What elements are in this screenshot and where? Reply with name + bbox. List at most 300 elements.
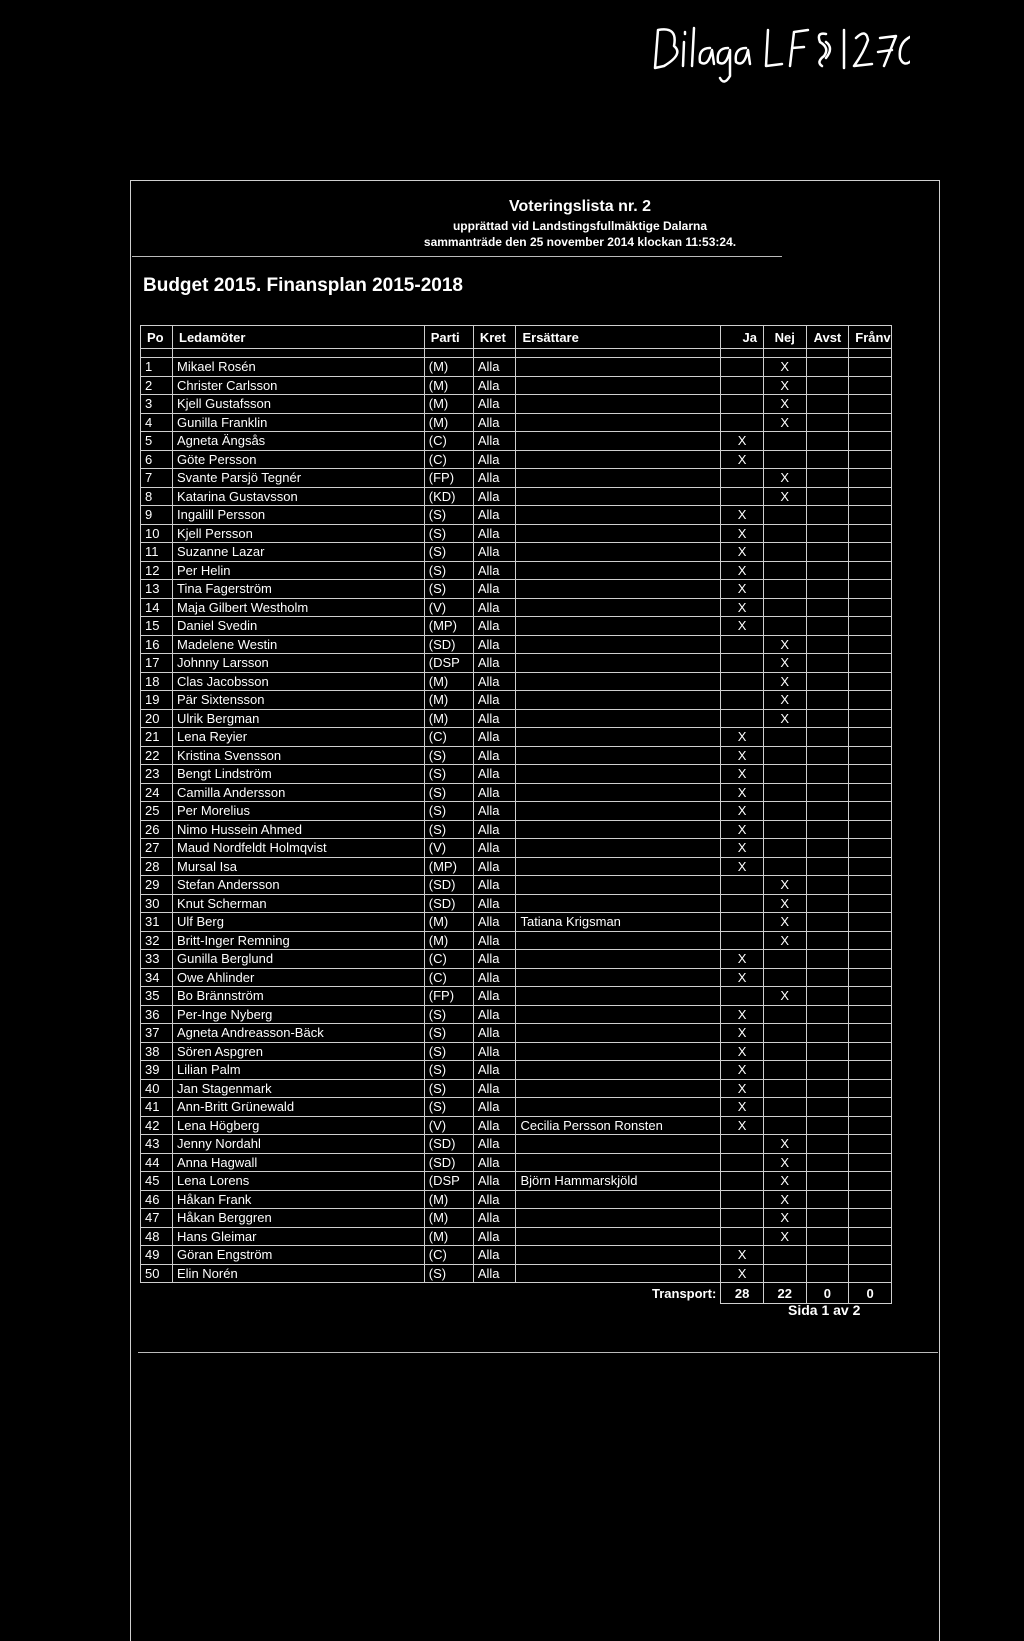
cell-kret: Alla [473, 839, 516, 858]
cell-franv [849, 765, 892, 784]
cell-avst [806, 820, 849, 839]
cell-ja [721, 931, 764, 950]
cell-ja [721, 654, 764, 673]
cell-nej [763, 598, 806, 617]
cell-kret: Alla [473, 469, 516, 488]
table-row [141, 376, 892, 395]
cell-ersattare: Björn Hammarskjöld [516, 1172, 721, 1191]
cell-parti: (M) [424, 413, 473, 432]
cell-avst [806, 1172, 849, 1191]
cell-kret: Alla [473, 1061, 516, 1080]
cell-parti: (M) [424, 691, 473, 710]
cell-ersattare [516, 450, 721, 469]
table-row [141, 894, 892, 913]
cell-ersattare [516, 1209, 721, 1228]
cell-ja: X [721, 1246, 764, 1265]
cell-po: 47 [141, 1209, 173, 1228]
cell-kret: Alla [473, 506, 516, 525]
cell-franv [849, 894, 892, 913]
cell-po: 28 [141, 857, 173, 876]
cell-ja [721, 376, 764, 395]
cell-po: 45 [141, 1172, 173, 1191]
cell-ja: X [721, 746, 764, 765]
cell-avst [806, 1079, 849, 1098]
cell-franv [849, 950, 892, 969]
heading-divider [132, 256, 782, 257]
cell-ersattare [516, 635, 721, 654]
cell-ersattare [516, 506, 721, 525]
cell-ja: X [721, 1116, 764, 1135]
cell-ledamot: Gunilla Franklin [173, 413, 425, 432]
cell-kret: Alla [473, 987, 516, 1006]
cell-nej [763, 1116, 806, 1135]
cell-nej: X [763, 1209, 806, 1228]
cell-po: 16 [141, 635, 173, 654]
cell-avst [806, 1209, 849, 1228]
cell-nej: X [763, 1135, 806, 1154]
col-header-nej: Nej [763, 326, 806, 349]
cell-kret: Alla [473, 1246, 516, 1265]
cell-ledamot: Ingalill Persson [173, 506, 425, 525]
col-header-ja: Ja [721, 326, 764, 349]
cell-parti: (V) [424, 598, 473, 617]
cell-avst [806, 1190, 849, 1209]
cell-ja: X [721, 580, 764, 599]
cell-kret: Alla [473, 728, 516, 747]
cell-nej: X [763, 931, 806, 950]
cell-franv [849, 876, 892, 895]
table-row [141, 876, 892, 895]
cell-ersattare [516, 746, 721, 765]
cell-avst [806, 413, 849, 432]
cell-parti: (S) [424, 746, 473, 765]
cell-ledamot: Kristina Svensson [173, 746, 425, 765]
cell-po: 50 [141, 1264, 173, 1283]
cell-franv [849, 746, 892, 765]
cell-ja [721, 1135, 764, 1154]
cell-nej [763, 580, 806, 599]
cell-kret: Alla [473, 617, 516, 636]
cell-franv [849, 931, 892, 950]
cell-ledamot: Lena Reyier [173, 728, 425, 747]
cell-ja: X [721, 432, 764, 451]
cell-nej: X [763, 358, 806, 377]
cell-ledamot: Göran Engström [173, 1246, 425, 1265]
cell-ersattare [516, 1246, 721, 1265]
cell-kret: Alla [473, 1024, 516, 1043]
cell-ja: X [721, 802, 764, 821]
table-row [141, 1061, 892, 1080]
cell-franv [849, 1061, 892, 1080]
cell-franv [849, 1246, 892, 1265]
cell-nej: X [763, 1153, 806, 1172]
cell-parti: (MP) [424, 617, 473, 636]
cell-parti: (S) [424, 1098, 473, 1117]
cell-ersattare [516, 968, 721, 987]
table-row [141, 598, 892, 617]
cell-nej: X [763, 654, 806, 673]
cell-avst [806, 654, 849, 673]
cell-ersattare [516, 580, 721, 599]
cell-po: 23 [141, 765, 173, 784]
cell-po: 8 [141, 487, 173, 506]
cell-ja [721, 487, 764, 506]
cell-franv [849, 1209, 892, 1228]
cell-parti: (SD) [424, 1153, 473, 1172]
cell-ersattare [516, 931, 721, 950]
cell-franv [849, 1227, 892, 1246]
cell-ledamot: Mursal Isa [173, 857, 425, 876]
cell-kret: Alla [473, 450, 516, 469]
cell-ersattare [516, 561, 721, 580]
cell-ersattare [516, 598, 721, 617]
cell-nej: X [763, 376, 806, 395]
cell-kret: Alla [473, 580, 516, 599]
cell-franv [849, 839, 892, 858]
cell-franv [849, 487, 892, 506]
cell-nej: X [763, 469, 806, 488]
cell-avst [806, 561, 849, 580]
cell-kret: Alla [473, 672, 516, 691]
cell-kret: Alla [473, 802, 516, 821]
cell-franv [849, 1024, 892, 1043]
cell-avst [806, 395, 849, 414]
cell-ledamot: Britt-Inger Remning [173, 931, 425, 950]
cell-ledamot: Gunilla Berglund [173, 950, 425, 969]
cell-po: 35 [141, 987, 173, 1006]
cell-avst [806, 358, 849, 377]
cell-franv [849, 1172, 892, 1191]
table-row [141, 950, 892, 969]
cell-ledamot: Pär Sixtensson [173, 691, 425, 710]
cell-po: 4 [141, 413, 173, 432]
document-heading [380, 198, 780, 250]
cell-ledamot: Sören Aspgren [173, 1042, 425, 1061]
cell-po: 14 [141, 598, 173, 617]
transport-row [141, 1283, 892, 1304]
cell-avst [806, 968, 849, 987]
cell-po: 48 [141, 1227, 173, 1246]
cell-ja: X [721, 1079, 764, 1098]
cell-po: 39 [141, 1061, 173, 1080]
cell-franv [849, 1135, 892, 1154]
cell-avst [806, 543, 849, 562]
cell-po: 7 [141, 469, 173, 488]
col-header-franv: Frånv [849, 326, 892, 349]
table-row [141, 580, 892, 599]
table-row [141, 1098, 892, 1117]
cell-franv [849, 580, 892, 599]
cell-ersattare [516, 1153, 721, 1172]
transport-franv: 0 [849, 1283, 892, 1304]
cell-parti: (S) [424, 1005, 473, 1024]
cell-parti: (FP) [424, 469, 473, 488]
cell-po: 24 [141, 783, 173, 802]
cell-avst [806, 987, 849, 1006]
cell-avst [806, 1042, 849, 1061]
table-row [141, 765, 892, 784]
cell-nej: X [763, 691, 806, 710]
cell-nej: X [763, 413, 806, 432]
table-row [141, 413, 892, 432]
cell-ledamot: Ulrik Bergman [173, 709, 425, 728]
cell-kret: Alla [473, 1190, 516, 1209]
cell-kret: Alla [473, 1135, 516, 1154]
cell-parti: (KD) [424, 487, 473, 506]
cell-avst [806, 450, 849, 469]
cell-parti: (S) [424, 543, 473, 562]
cell-po: 29 [141, 876, 173, 895]
cell-franv [849, 1042, 892, 1061]
cell-ersattare [516, 876, 721, 895]
cell-nej: X [763, 635, 806, 654]
cell-ersattare [516, 487, 721, 506]
cell-ledamot: Christer Carlsson [173, 376, 425, 395]
table-row [141, 1042, 892, 1061]
list-title: Voteringslista nr. 2 [509, 198, 651, 215]
spacer-row [141, 349, 892, 358]
cell-ersattare [516, 857, 721, 876]
cell-nej [763, 617, 806, 636]
table-row [141, 728, 892, 747]
cell-avst [806, 1005, 849, 1024]
footer-divider [138, 1352, 938, 1353]
cell-ledamot: Lena Högberg [173, 1116, 425, 1135]
cell-nej: X [763, 876, 806, 895]
cell-kret: Alla [473, 820, 516, 839]
cell-ja [721, 358, 764, 377]
cell-nej [763, 506, 806, 525]
cell-parti: (S) [424, 802, 473, 821]
handwritten-annotation [650, 18, 910, 88]
cell-parti: (MP) [424, 857, 473, 876]
cell-franv [849, 598, 892, 617]
cell-po: 41 [141, 1098, 173, 1117]
cell-ledamot: Maja Gilbert Westholm [173, 598, 425, 617]
cell-franv [849, 709, 892, 728]
cell-ja: X [721, 617, 764, 636]
cell-ja: X [721, 783, 764, 802]
table-row [141, 358, 892, 377]
cell-ja [721, 876, 764, 895]
cell-kret: Alla [473, 376, 516, 395]
table-row [141, 1264, 892, 1283]
table-row [141, 672, 892, 691]
cell-ledamot: Ann-Britt Grünewald [173, 1098, 425, 1117]
cell-kret: Alla [473, 1264, 516, 1283]
cell-po: 13 [141, 580, 173, 599]
cell-po: 37 [141, 1024, 173, 1043]
cell-ersattare [516, 358, 721, 377]
vote-table [140, 325, 892, 1304]
cell-ja [721, 395, 764, 414]
cell-ersattare [516, 469, 721, 488]
cell-avst [806, 487, 849, 506]
list-subtitle-2: sammanträde den 25 november 2014 klockan 11:53:24. [423, 235, 737, 249]
cell-franv [849, 1116, 892, 1135]
cell-franv [849, 1079, 892, 1098]
cell-ja [721, 913, 764, 932]
cell-franv [849, 1264, 892, 1283]
cell-nej: X [763, 487, 806, 506]
cell-ersattare [516, 765, 721, 784]
cell-ersattare [516, 1005, 721, 1024]
cell-ja [721, 1209, 764, 1228]
cell-ersattare [516, 1042, 721, 1061]
cell-kret: Alla [473, 1172, 516, 1191]
cell-ledamot: Daniel Svedin [173, 617, 425, 636]
cell-ersattare [516, 654, 721, 673]
agenda-item-title: Budget 2015. Finansplan 2015-2018 [143, 275, 463, 296]
cell-po: 10 [141, 524, 173, 543]
cell-parti: (M) [424, 1209, 473, 1228]
cell-ersattare [516, 894, 721, 913]
cell-parti: (V) [424, 1116, 473, 1135]
cell-po: 18 [141, 672, 173, 691]
cell-avst [806, 839, 849, 858]
cell-avst [806, 728, 849, 747]
cell-nej [763, 1098, 806, 1117]
cell-parti: (M) [424, 1190, 473, 1209]
cell-kret: Alla [473, 524, 516, 543]
cell-ledamot: Jenny Nordahl [173, 1135, 425, 1154]
cell-parti: (FP) [424, 987, 473, 1006]
cell-parti: (C) [424, 450, 473, 469]
cell-parti: (M) [424, 709, 473, 728]
cell-ledamot: Madelene Westin [173, 635, 425, 654]
table-row [141, 543, 892, 562]
cell-ledamot: Håkan Berggren [173, 1209, 425, 1228]
table-row [141, 1135, 892, 1154]
cell-ja: X [721, 1005, 764, 1024]
cell-ja [721, 987, 764, 1006]
cell-nej [763, 1042, 806, 1061]
cell-nej: X [763, 395, 806, 414]
cell-avst [806, 1246, 849, 1265]
table-row [141, 1227, 892, 1246]
cell-nej [763, 746, 806, 765]
table-row [141, 968, 892, 987]
cell-ja [721, 691, 764, 710]
cell-ledamot: Ulf Berg [173, 913, 425, 932]
cell-kret: Alla [473, 950, 516, 969]
cell-po: 15 [141, 617, 173, 636]
transport-label: Transport: [651, 1285, 717, 1301]
table-row [141, 820, 892, 839]
cell-ledamot: Bo Brännström [173, 987, 425, 1006]
cell-nej [763, 1005, 806, 1024]
cell-ja: X [721, 598, 764, 617]
list-subtitle-1: upprättad vid Landstingsfullmäktige Dalarna [452, 219, 708, 233]
cell-avst [806, 765, 849, 784]
cell-ledamot: Jan Stagenmark [173, 1079, 425, 1098]
cell-nej [763, 968, 806, 987]
cell-po: 40 [141, 1079, 173, 1098]
cell-parti: (S) [424, 783, 473, 802]
cell-kret: Alla [473, 654, 516, 673]
cell-ersattare [516, 950, 721, 969]
cell-kret: Alla [473, 876, 516, 895]
cell-po: 25 [141, 802, 173, 821]
cell-ja: X [721, 968, 764, 987]
cell-kret: Alla [473, 432, 516, 451]
cell-nej [763, 561, 806, 580]
cell-nej: X [763, 894, 806, 913]
cell-avst [806, 783, 849, 802]
table-row [141, 469, 892, 488]
cell-ledamot: Per Helin [173, 561, 425, 580]
table-row [141, 1116, 892, 1135]
cell-ledamot: Knut Scherman [173, 894, 425, 913]
cell-franv [849, 506, 892, 525]
cell-nej: X [763, 1172, 806, 1191]
cell-kret: Alla [473, 765, 516, 784]
cell-kret: Alla [473, 1209, 516, 1228]
cell-nej [763, 450, 806, 469]
cell-parti: (V) [424, 839, 473, 858]
cell-ledamot: Johnny Larsson [173, 654, 425, 673]
cell-ja: X [721, 1098, 764, 1117]
cell-nej [763, 432, 806, 451]
cell-ersattare [516, 1264, 721, 1283]
cell-ja: X [721, 543, 764, 562]
cell-ja [721, 469, 764, 488]
cell-avst [806, 469, 849, 488]
table-row [141, 691, 892, 710]
cell-kret: Alla [473, 1227, 516, 1246]
cell-po: 33 [141, 950, 173, 969]
cell-po: 38 [141, 1042, 173, 1061]
cell-kret: Alla [473, 1079, 516, 1098]
cell-ersattare [516, 1061, 721, 1080]
cell-parti: (S) [424, 1042, 473, 1061]
cell-ja [721, 1227, 764, 1246]
cell-parti: (SD) [424, 894, 473, 913]
table-row [141, 635, 892, 654]
cell-parti: (S) [424, 1264, 473, 1283]
cell-ja: X [721, 728, 764, 747]
cell-avst [806, 1227, 849, 1246]
cell-nej [763, 1246, 806, 1265]
col-header-po: Po [141, 326, 173, 349]
cell-ledamot: Camilla Andersson [173, 783, 425, 802]
cell-po: 12 [141, 561, 173, 580]
table-row [141, 450, 892, 469]
table-row [141, 1246, 892, 1265]
cell-parti: (C) [424, 1246, 473, 1265]
cell-franv [849, 1005, 892, 1024]
col-header-parti: Parti [424, 326, 473, 349]
cell-po: 30 [141, 894, 173, 913]
cell-ledamot: Kjell Gustafsson [173, 395, 425, 414]
cell-avst [806, 1061, 849, 1080]
cell-nej: X [763, 987, 806, 1006]
cell-ersattare [516, 1190, 721, 1209]
cell-ja: X [721, 1024, 764, 1043]
cell-avst [806, 931, 849, 950]
cell-ersattare: Tatiana Krigsman [516, 913, 721, 932]
cell-kret: Alla [473, 543, 516, 562]
cell-po: 11 [141, 543, 173, 562]
cell-nej: X [763, 913, 806, 932]
table-row [141, 1153, 892, 1172]
cell-ja: X [721, 839, 764, 858]
cell-ja [721, 1153, 764, 1172]
cell-ja: X [721, 765, 764, 784]
cell-ledamot: Hans Gleimar [173, 1227, 425, 1246]
table-row [141, 654, 892, 673]
cell-avst [806, 524, 849, 543]
